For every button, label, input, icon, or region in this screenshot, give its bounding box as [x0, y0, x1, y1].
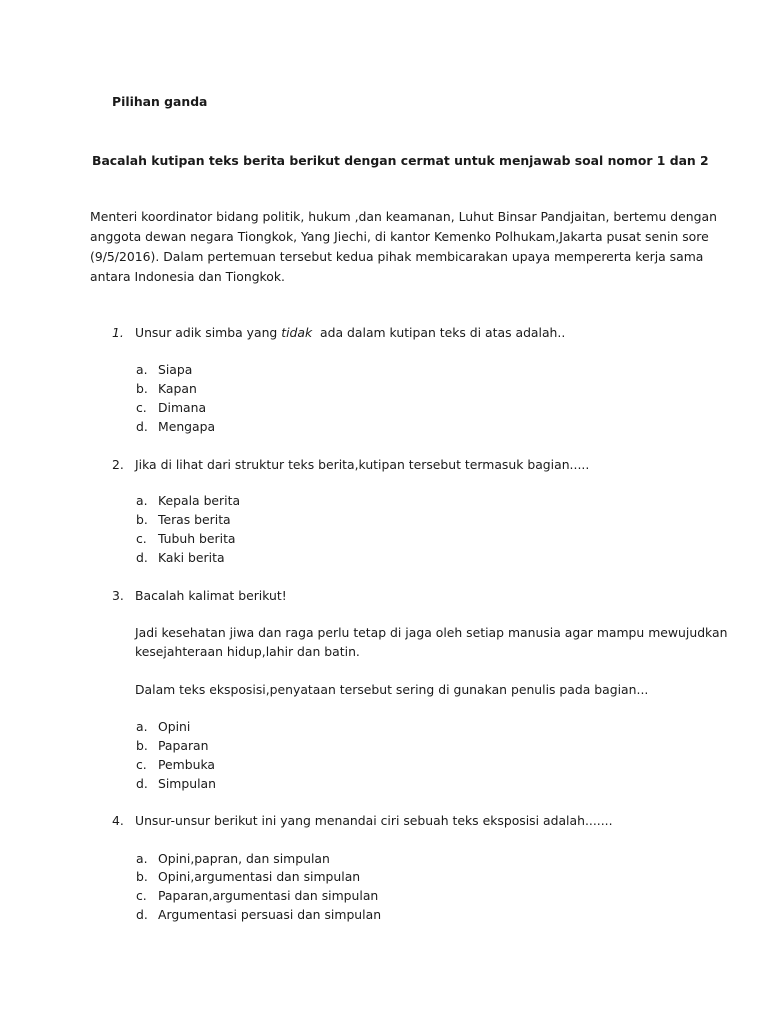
question-1-option-a-text: Siapa: [158, 362, 193, 377]
question-1-text: [135, 323, 565, 342]
question-1-option-b-letter: b.: [136, 381, 148, 396]
question-3-option-b-letter: b.: [136, 738, 148, 753]
question-1-number: 1.: [112, 325, 124, 340]
question-3-quote-line-1: Jadi kesehatan jiwa dan raga perlu tetap di jaga oleh setiap manusia agar mampu mewujudkan: [135, 625, 728, 640]
question-1-option-c-text: Dimana: [158, 400, 207, 415]
question-1-option-d-letter: d.: [136, 419, 148, 434]
news-passage-line-3: (9/5/2016). Dalam pertemuan tersebut kedua pihak membicarakan upaya memperertа kerja sama: [90, 249, 704, 264]
question-2-option-a-text: Kepala berita: [158, 493, 241, 508]
question-3-text: Bacalah kalimat berikut!: [135, 588, 287, 603]
question-1-option-a-letter: a.: [136, 362, 148, 377]
question-4-option-b-text: Opini,argumentasi dan simpulan: [158, 869, 361, 884]
question-4-text: Unsur-unsur berikut ini yang menandai ciri sebuah teks eksposisi adalah.......: [135, 813, 613, 828]
news-passage-line-4: antara Indonesia dan Tiongkok.: [90, 269, 285, 284]
question-2-option-b-text: Teras berita: [158, 512, 231, 527]
question-2-number: 2.: [112, 457, 124, 472]
question-3-option-a-letter: a.: [136, 719, 148, 734]
question-4-number: 4.: [112, 813, 124, 828]
question-1-text-italic: tidak: [281, 325, 313, 340]
question-4-option-a-text: Opini,papran, dan simpulan: [158, 851, 330, 866]
question-2-text: Jika di lihat dari struktur teks berita,kutipan tersebut termasuk bagian.....: [135, 457, 590, 472]
news-passage-line-1: Menteri koordinator bidang politik, hukum ,dan keamanan, Luhut Binsar Pandjaitan, bertemu dengan: [90, 209, 717, 224]
question-2-option-c-text: Tubuh berita: [158, 531, 236, 546]
question-3-quote-line-2: kesejahteraan hidup,lahir dan batin.: [135, 644, 360, 659]
question-4-option-d-letter: d.: [136, 907, 148, 922]
question-2-option-b-letter: b.: [136, 512, 148, 527]
question-1-option-b-text: Kapan: [158, 381, 197, 396]
question-3-option-b-text: Paparan: [158, 738, 209, 753]
question-1-option-c-letter: c.: [136, 400, 147, 415]
question-3-option-c-letter: c.: [136, 757, 147, 772]
section-heading: Pilihan ganda: [112, 94, 208, 109]
instruction-text: Bacalah kutipan teks berita berikut dengan cermat untuk menjawab soal nomor 1 dan 2: [92, 153, 709, 168]
question-2-option-c-letter: c.: [136, 531, 147, 546]
question-3-prompt: Dalam teks eksposisi,penyataan tersebut sering di gunakan penulis pada bagian...: [135, 682, 649, 697]
question-1-option-d-text: Mengapa: [158, 419, 216, 434]
question-4-option-b-letter: b.: [136, 869, 148, 884]
question-3-option-d-text: Simpulan: [158, 776, 216, 791]
question-3-option-d-letter: d.: [136, 776, 148, 791]
question-4-option-d-text: Argumentasi persuasi dan simpulan: [158, 907, 382, 922]
question-3-option-c-text: Pembuka: [158, 757, 215, 772]
news-passage-line-2: anggota dewan negara Tiongkok, Yang Jiechi, di kantor Kemenko Polhukam,Jakarta pusat senin sore: [90, 229, 709, 244]
question-2-option-d-text: Kaki berita: [158, 550, 225, 565]
question-3-number: 3.: [112, 588, 124, 603]
question-3-option-a-text: Opini: [158, 719, 191, 734]
question-4-option-c-text: Paparan,argumentasi dan simpulan: [158, 888, 379, 903]
question-1-text-after: ada dalam kutipan teks di atas adalah..: [312, 325, 566, 340]
question-2-option-d-letter: d.: [136, 550, 148, 565]
question-2-option-a-letter: a.: [136, 493, 148, 508]
question-4-option-c-letter: c.: [136, 888, 147, 903]
question-1-text-before: Unsur adik simba yang: [135, 325, 282, 340]
question-4-option-a-letter: a.: [136, 851, 148, 866]
